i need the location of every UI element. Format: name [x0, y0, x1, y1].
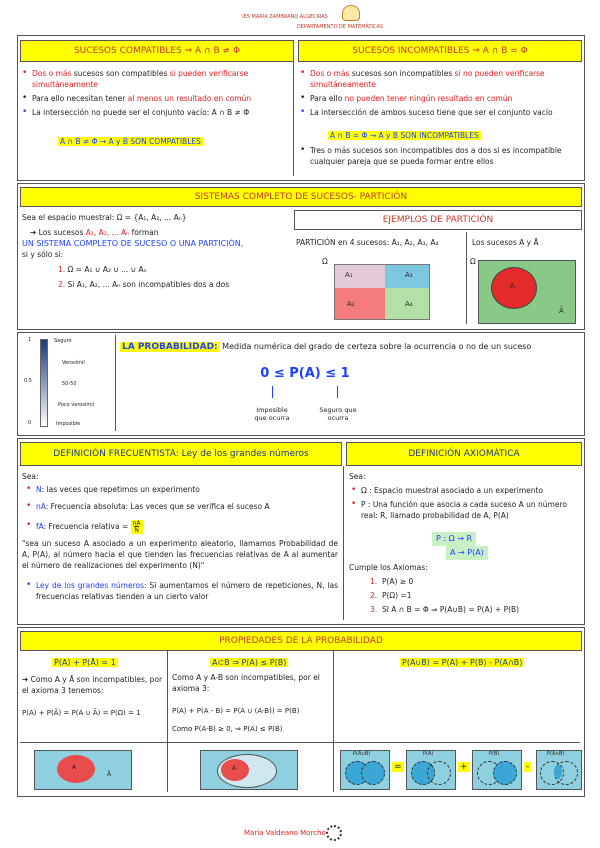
example-1-label: PARTICIÓN en 4 sucesos: A₁, A₂, A₃, A₄ [296, 238, 439, 247]
sample-space: Sea el espacio muestral: Ω = {A₁, A₂, ... Aₙ} [22, 213, 187, 222]
venn-b: P(B) [472, 750, 522, 790]
list-item: • N: las veces que repetimos un experimento [26, 484, 200, 494]
list-item: • Dos o más sucesos son incompatibles si no pueden verificarse simultáneamente [300, 68, 545, 89]
minus-op: - [526, 762, 530, 772]
equals-op: = [394, 762, 402, 772]
tick-05: 0.5 [24, 378, 32, 384]
likelihood-bar [40, 339, 48, 427]
region-a4: A₄ [385, 288, 429, 319]
axiomatic-list [349, 485, 579, 521]
school-logo-icon [342, 5, 360, 21]
compat-list [20, 68, 288, 118]
function-formula-1: P : Ω → R [432, 532, 476, 546]
divider [293, 62, 294, 176]
list-item: • Dos o más sucesos son compatibles si pueden verificarse simultáneamente [22, 68, 249, 89]
venn-subset [200, 750, 298, 790]
venn-intersection: P(A∩B) [536, 750, 582, 790]
list-item: • Para ello necesitan tener al menos un resultado en común [22, 93, 252, 103]
axiomatic-title: DEFINICIÓN AXIOMÁTICA [346, 442, 582, 466]
complement-label: Ā [107, 771, 112, 778]
omega-label: Ω [322, 257, 328, 266]
frequentist-paragraph: "sea un suceso A asociado a un experimento aleatorio, llamamos Probabilidad de A, P(A), al número hacia el que tienden las frecuencias relativas de A al aumentar el número de realizaciones del experimento (N)" [22, 539, 338, 570]
frequentist-list [24, 484, 340, 534]
region-a1: A₁ [335, 265, 385, 288]
school-name: IES MARÍA ZAMBRANO ALGECIRAS [242, 14, 328, 20]
divider [115, 335, 116, 431]
event-a-circle: A [57, 755, 95, 783]
list-item: • Tres o más sucesos son incompatibles dos a dos si es incompatible cualquier pareja que se pueda formar entre ellos [300, 145, 562, 166]
event-a-circle: A [221, 759, 249, 781]
sea-label: Sea: [22, 472, 39, 481]
list-item: • Ω : Espacio muestral asociado a un experimento [351, 485, 544, 495]
axiom-2: 2. P(Ω) =1 [370, 591, 412, 600]
events-line: ➔ Los sucesos A₁, A₂, ... Aₙ forman [30, 228, 159, 237]
list-item: • P : Una función que asocia a cada suceso A un número real: R, llamado probabilidad de A, P(A) [351, 499, 567, 520]
venn-union-row [340, 750, 580, 790]
compat-highlight: A ∩ B ≠ Φ → A y B SON COMPATIBLES [60, 137, 201, 146]
property-2: A⊂B ⇒ P(A) ≤ P(B) [212, 658, 287, 667]
arrow [337, 386, 338, 398]
property-1-explain: ➔ Como A y Ā son incompatibles, por el axioma 3 tenemos: [22, 675, 163, 695]
divider [20, 742, 580, 743]
imposible-label: Imposible que ocurra [254, 406, 290, 422]
property-2-explain: Como A y A-B son incompatibles, por el axioma 3: [172, 673, 320, 693]
omega-label-2: Ω [470, 257, 476, 266]
incompat-list-2 [298, 145, 576, 167]
venn-union: P(A∪B) [340, 750, 390, 790]
scale-5050: 50-50 [62, 381, 77, 387]
relative-frequency-fraction: $\frac{nA}{N}$ [132, 520, 141, 534]
property-2-conclusion: Como P(A-B) ≥ 0, ⇒ P(A) ≤ P(B) [172, 725, 283, 733]
author: María Valdeano Morcho [244, 829, 326, 837]
event-a-circle: A [491, 267, 537, 309]
probability-def: LA PROBABILIDAD: Medida numérica del grado de certeza sobre la ocurrencia o no de un suceso [122, 342, 532, 352]
list-item: • nA: Frecuencia absoluta: Las veces que se verifica el suceso A [26, 501, 270, 511]
tick-0: 0 [28, 420, 32, 426]
axiom-3: 3. SI A ∩ B = Φ ⇒ P(A∪B) = P(A) + P(B) [370, 605, 520, 614]
probability-formula: 0 ≤ P(A) ≤ 1 [260, 366, 350, 381]
divider [343, 466, 344, 620]
property-3: P(A∪B) = P(A) + P(B) - P(A∩B) [402, 658, 523, 667]
examples-title: EJEMPLOS DE PARTICIÓN [294, 210, 582, 230]
axioms-label: Cumple los Axiomas: [349, 563, 428, 572]
list-item: • Para ello no pueden tener ningún resultado en común [300, 93, 513, 103]
venn-complement [34, 750, 132, 790]
scale-poco: Poco verosímil [58, 402, 94, 408]
plus-op: + [460, 762, 468, 772]
department-name: DEPARTAMENTO DE MATEMÁTICAS [296, 24, 384, 30]
cond-1: 1. Ω = A₁ ∪ A₂ ∪ ... ∪ Aₙ [58, 265, 147, 274]
partition-diagram [334, 264, 430, 320]
scale-seguro: Seguro [54, 338, 72, 344]
flower-icon [326, 825, 342, 841]
region-a2: A₂ [335, 288, 385, 319]
cond-2: 2. Si A₁, A₂, ... Aₙ son incompatibles dos a dos [58, 280, 230, 289]
example-2-label: Los sucesos A y Ā [472, 238, 539, 247]
list-item: • Ley de los grandes números: Si aumentamos el número de repeticiones, N, las frecuencias relativas tienden a un cierto valor [26, 580, 338, 601]
partition-title: SISTEMAS COMPLETO DE SUCESOS- PARTICIÓN [20, 187, 582, 207]
complement-label: Ā [559, 307, 564, 315]
divider [167, 651, 168, 792]
scale-verosimil: Verosímil [62, 360, 85, 366]
iff: si y sólo si: [22, 250, 64, 259]
venn-a: P(A) [406, 750, 456, 790]
divider [466, 232, 467, 324]
region-a3: A₃ [385, 265, 429, 288]
scale-imposible: Imposible [56, 421, 81, 427]
ley-list [24, 580, 338, 602]
partition-defn: UN SISTEMA COMPLETO DE SUCESO O UNA PARTICIÓN, [22, 239, 244, 248]
frequentist-title: DEFINICIÓN FRECUENTISTA: Ley de los grandes números [20, 442, 342, 466]
arrow [272, 386, 273, 398]
compat-title: SUCESOS COMPATIBLES ⇒ A ∩ B ≠ Φ [20, 40, 294, 62]
incompat-highlight: A ∩ B = Φ → A y B SON INCOMPATIBLES [330, 131, 479, 140]
property-2-formula: P(A) + P(A - B) = P(A ∪ (A-B)) = P(B) [172, 707, 300, 715]
partition-def [22, 212, 292, 290]
axiom-1: 1. P(A) ≥ 0 [370, 577, 414, 586]
property-1-formula: P(A) + P(Ā) = P(A ∪ Ā) = P(Ω) = 1 [22, 709, 141, 717]
incompat-title: SUCESOS INCOMPATIBLES ⇒ A ∩ B = Φ [298, 40, 582, 62]
list-item: • La intersección de ambos suceso tiene que ser el conjunto vacío [300, 107, 553, 117]
properties-title: PROPIEDADES DE LA PROBABILIDAD [20, 631, 582, 651]
complement-diagram [478, 260, 576, 324]
incompat-list [298, 68, 576, 118]
tick-1: 1 [28, 337, 32, 343]
function-formula-2: A → P(A) [446, 546, 488, 560]
property-1: P(A) + P(Ā) = 1 [54, 658, 116, 667]
sea-label-2: Sea: [349, 472, 366, 481]
list-item: • La intersección no puede ser el conjunto vacío: A ∩ B ≠ Φ [22, 107, 250, 117]
list-item: • fA: Frecuencia relativa = $\frac{nA}{N}$ [26, 520, 141, 534]
seguro-label: Seguro que ocurra [319, 406, 357, 422]
divider [333, 651, 334, 792]
